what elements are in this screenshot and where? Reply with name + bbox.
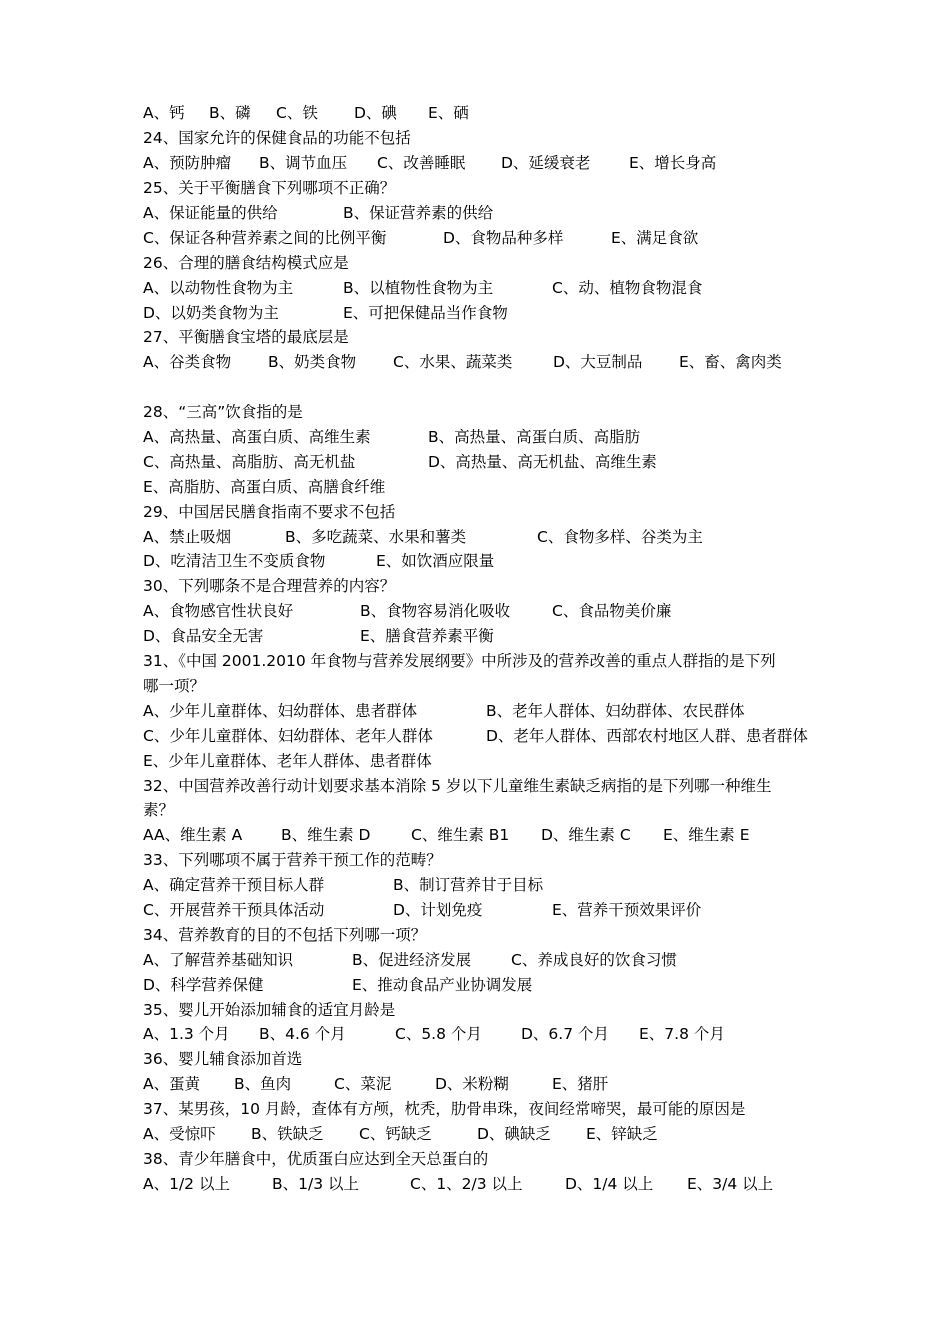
option-text: E、如饮酒应限量 — [376, 552, 495, 570]
option-text: C、改善睡眠 — [377, 154, 466, 172]
option-text: C、开展营养干预具体活动 — [143, 901, 325, 919]
line-text: 35、婴儿开始添加辅食的适宜月龄是 — [143, 1001, 396, 1019]
option-text: B、高热量、高蛋白质、高脂肪 — [428, 428, 641, 446]
option-text: C、动、植物食物混食 — [552, 279, 703, 297]
line-text: 25、关于平衡膳食下列哪项不正确？ — [143, 179, 396, 197]
option-text: E、3/4 以上 — [687, 1175, 774, 1193]
option-text: A、钙 — [143, 104, 185, 122]
option-text: B、老年人群体、妇幼群体、农民群体 — [486, 702, 745, 720]
line-text: E、高脂肪、高蛋白质、高膳食纤维 — [143, 478, 386, 496]
option-text: C、保证各种营养素之间的比例平衡 — [143, 229, 387, 247]
option-text: B、保证营养素的供给 — [343, 204, 494, 222]
option-text: AA、维生素 A — [143, 826, 243, 844]
option-text: E、畜、禽肉类 — [679, 353, 782, 371]
option-text: C、食物多样、谷类为主 — [537, 528, 703, 546]
option-text: A、高热量、高蛋白质、高维生素 — [143, 428, 371, 446]
option-text: D、碘 — [354, 104, 397, 122]
line-text: 29、中国居民膳食指南不要求不包括 — [143, 503, 396, 521]
option-text: D、6.7 个月 — [521, 1025, 610, 1043]
line-text: 32、中国营养改善行动计划要求基本消除 5 岁以下儿童维生素缺乏病指的是下列哪一种维生 — [143, 777, 772, 795]
line-text: E、少年儿童群体、老年人群体、患者群体 — [143, 752, 432, 770]
option-text: C、维生素 B1 — [411, 826, 510, 844]
option-text: A、以动物性食物为主 — [143, 279, 294, 297]
option-text: B、调节血压 — [259, 154, 348, 172]
option-text: B、磷 — [209, 104, 251, 122]
option-text: A、了解营养基础知识 — [143, 951, 294, 969]
option-text: E、猪肝 — [552, 1075, 609, 1093]
option-text: A、1/2 以上 — [143, 1175, 230, 1193]
option-text: B、食物容易消化吸收 — [360, 602, 511, 620]
line-text: 哪一项？ — [143, 677, 206, 695]
option-text: C、5.8 个月 — [395, 1025, 482, 1043]
line-text: 38、青少年膳食中，优质蛋白应达到全天总蛋白的 — [143, 1150, 489, 1168]
option-text: A、蛋黄 — [143, 1075, 201, 1093]
option-text: D、计划免疫 — [393, 901, 483, 919]
option-text: D、以奶类食物为主 — [143, 304, 279, 322]
option-text: B、鱼肉 — [234, 1075, 292, 1093]
option-text: C、铁 — [276, 104, 318, 122]
line-text: 素？ — [143, 801, 175, 819]
option-text: B、以植物性食物为主 — [343, 279, 494, 297]
option-text: E、锌缺乏 — [586, 1125, 658, 1143]
line-text: 28、“三高”饮食指的是 — [143, 403, 303, 421]
option-text: D、食物品种多样 — [443, 229, 564, 247]
option-text: E、膳食营养素平衡 — [360, 627, 494, 645]
option-text: E、满足食欲 — [611, 229, 699, 247]
option-text: C、高热量、高脂肪、高无机盐 — [143, 453, 356, 471]
option-text: E、7.8 个月 — [639, 1025, 725, 1043]
option-text: A、保证能量的供给 — [143, 204, 278, 222]
option-text: C、菜泥 — [334, 1075, 392, 1093]
option-text: E、可把保健品当作食物 — [343, 304, 508, 322]
line-text: 31、《中国 2001.2010 年食物与营养发展纲要》中所涉及的营养改善的重点人群指的是下列 — [143, 652, 776, 670]
option-text: D、碘缺乏 — [477, 1125, 551, 1143]
option-text: E、营养干预效果评价 — [552, 901, 702, 919]
option-text: A、受惊吓 — [143, 1125, 216, 1143]
option-text: C、养成良好的饮食习惯 — [511, 951, 677, 969]
option-text: E、增长身高 — [629, 154, 717, 172]
option-text: C、钙缺乏 — [359, 1125, 432, 1143]
option-text: E、推动食品产业协调发展 — [352, 976, 533, 994]
option-text: D、高热量、高无机盐、高维生素 — [428, 453, 657, 471]
option-text: D、食品安全无害 — [143, 627, 264, 645]
option-text: B、维生素 D — [281, 826, 371, 844]
option-text: B、制订营养甘于目标 — [393, 876, 544, 894]
option-text: B、多吃蔬菜、水果和薯类 — [285, 528, 467, 546]
option-text: A、禁止吸烟 — [143, 528, 232, 546]
option-text: B、4.6 个月 — [259, 1025, 346, 1043]
option-text: D、米粉糊 — [435, 1075, 509, 1093]
line-text: 30、下列哪条不是合理营养的内容？ — [143, 577, 396, 595]
option-text: E、维生素 E — [663, 826, 750, 844]
option-text: A、食物感官性状良好 — [143, 602, 294, 620]
option-text: E、硒 — [428, 104, 469, 122]
line-text: 34、营养教育的目的不包括下列哪一项？ — [143, 926, 427, 944]
option-text: C、少年儿童群体、妇幼群体、老年人群体 — [143, 727, 433, 745]
option-text: A、预防肿瘤 — [143, 154, 232, 172]
line-text: 33、下列哪项不属于营养干预工作的范畴？ — [143, 851, 442, 869]
option-text: B、1/3 以上 — [272, 1175, 360, 1193]
option-text: C、1、2/3 以上 — [410, 1175, 523, 1193]
option-text: D、吃清洁卫生不变质食物 — [143, 552, 326, 570]
line-text: 26、合理的膳食结构模式应是 — [143, 254, 349, 272]
option-text: B、奶类食物 — [268, 353, 357, 371]
option-text: B、铁缺乏 — [251, 1125, 324, 1143]
option-text: C、水果、蔬菜类 — [393, 353, 513, 371]
option-text: B、促进经济发展 — [352, 951, 472, 969]
option-text: A、谷类食物 — [143, 353, 232, 371]
option-text: D、延缓衰老 — [501, 154, 591, 172]
line-text: 37、某男孩，10 月龄，查体有方颅，枕秃，肋骨串珠，夜间经常啼哭，最可能的原因是 — [143, 1100, 746, 1118]
option-text: D、老年人群体、西部农村地区人群、患者群体 — [486, 727, 808, 745]
option-text: A、确定营养干预目标人群 — [143, 876, 325, 894]
line-text: 27、平衡膳食宝塔的最底层是 — [143, 328, 349, 346]
option-text: D、1/4 以上 — [565, 1175, 654, 1193]
line-text: 24、国家允许的保健食品的功能不包括 — [143, 129, 411, 147]
option-text: A、1.3 个月 — [143, 1025, 230, 1043]
option-text: D、维生素 C — [541, 826, 631, 844]
option-text: A、少年儿童群体、妇幼群体、患者群体 — [143, 702, 418, 720]
option-text: C、食品物美价廉 — [552, 602, 672, 620]
option-text: D、大豆制品 — [553, 353, 643, 371]
line-text: 36、婴儿辅食添加首选 — [143, 1050, 303, 1068]
option-text: D、科学营养保健 — [143, 976, 264, 994]
